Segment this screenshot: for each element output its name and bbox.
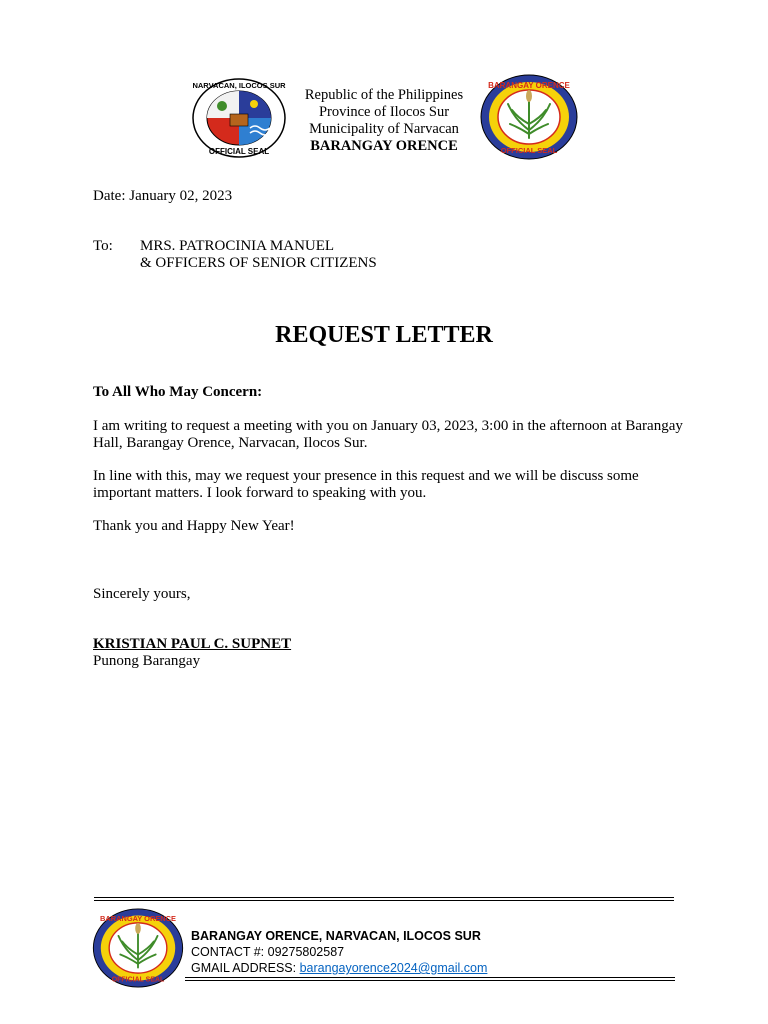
letter-title: REQUEST LETTER [275,322,493,348]
signer-title: Punong Barangay [93,653,201,669]
svg-text:OFFICIAL SEAL: OFFICIAL SEAL [111,976,165,984]
contact-number: 09275802587 [267,945,345,959]
letter-date: Date: January 02, 2023 [93,188,233,204]
narvacan-official-seal [192,78,286,158]
header-line-republic: Republic of the Philippines [304,87,464,103]
svg-text:BARANGAY ORENCE: BARANGAY ORENCE [488,81,570,90]
header-line-barangay: BARANGAY ORENCE [310,138,458,154]
email-link[interactable]: barangayorence2024@gmail.com [299,961,488,975]
closing: Sincerely yours, [93,586,191,602]
paragraph-presence-request: In line with this, may we request your presence in this request and we will be discuss some important matters. I look forward to speaking with you. [93,468,639,501]
footer-contact [191,944,487,960]
svg-text:OFFICIAL SEAL: OFFICIAL SEAL [208,147,270,156]
header-line-province: Province of Ilocos Sur [318,104,450,120]
thank-you-line: Thank you and Happy New Year! [93,518,295,534]
recipient-label: To: [93,238,113,254]
salutation: To All Who May Concern: [93,384,263,400]
svg-text:BARANGAY ORENCE: BARANGAY ORENCE [99,914,177,924]
barangay-orence-seal [480,74,578,160]
svg-text:OFFICIAL SEAL: OFFICIAL SEAL [500,146,558,155]
recipient-block [140,238,377,272]
footer-barangay-seal [92,908,184,988]
paragraph-meeting-request: I am writing to request a meeting with you on January 03, 2023, 3:00 in the afternoon at Barangay Hall, Barangay Orence, Narvacan, Ilocos Sur. [93,418,683,451]
signer-name: KRISTIAN PAUL C. SUPNET [93,636,292,652]
footer-separator [94,897,674,903]
footer-contact-block [191,928,487,976]
recipient-group: & OFFICERS OF SENIOR CITIZENS [140,255,377,271]
header-line-municipality: Municipality of Narvacan [309,121,459,137]
footer-rule [185,977,675,981]
email-label: GMAIL ADDRESS: [191,961,300,975]
footer-email [191,960,487,976]
contact-label: CONTACT #: [191,945,268,959]
recipient-name: MRS. PATROCINIA MANUEL [140,238,335,254]
letterhead [296,87,472,155]
footer-address: BARANGAY ORENCE, NARVACAN, ILOCOS SUR [191,929,481,943]
svg-text:NARVACAN, ILOCOS SUR: NARVACAN, ILOCOS SUR [192,81,286,90]
